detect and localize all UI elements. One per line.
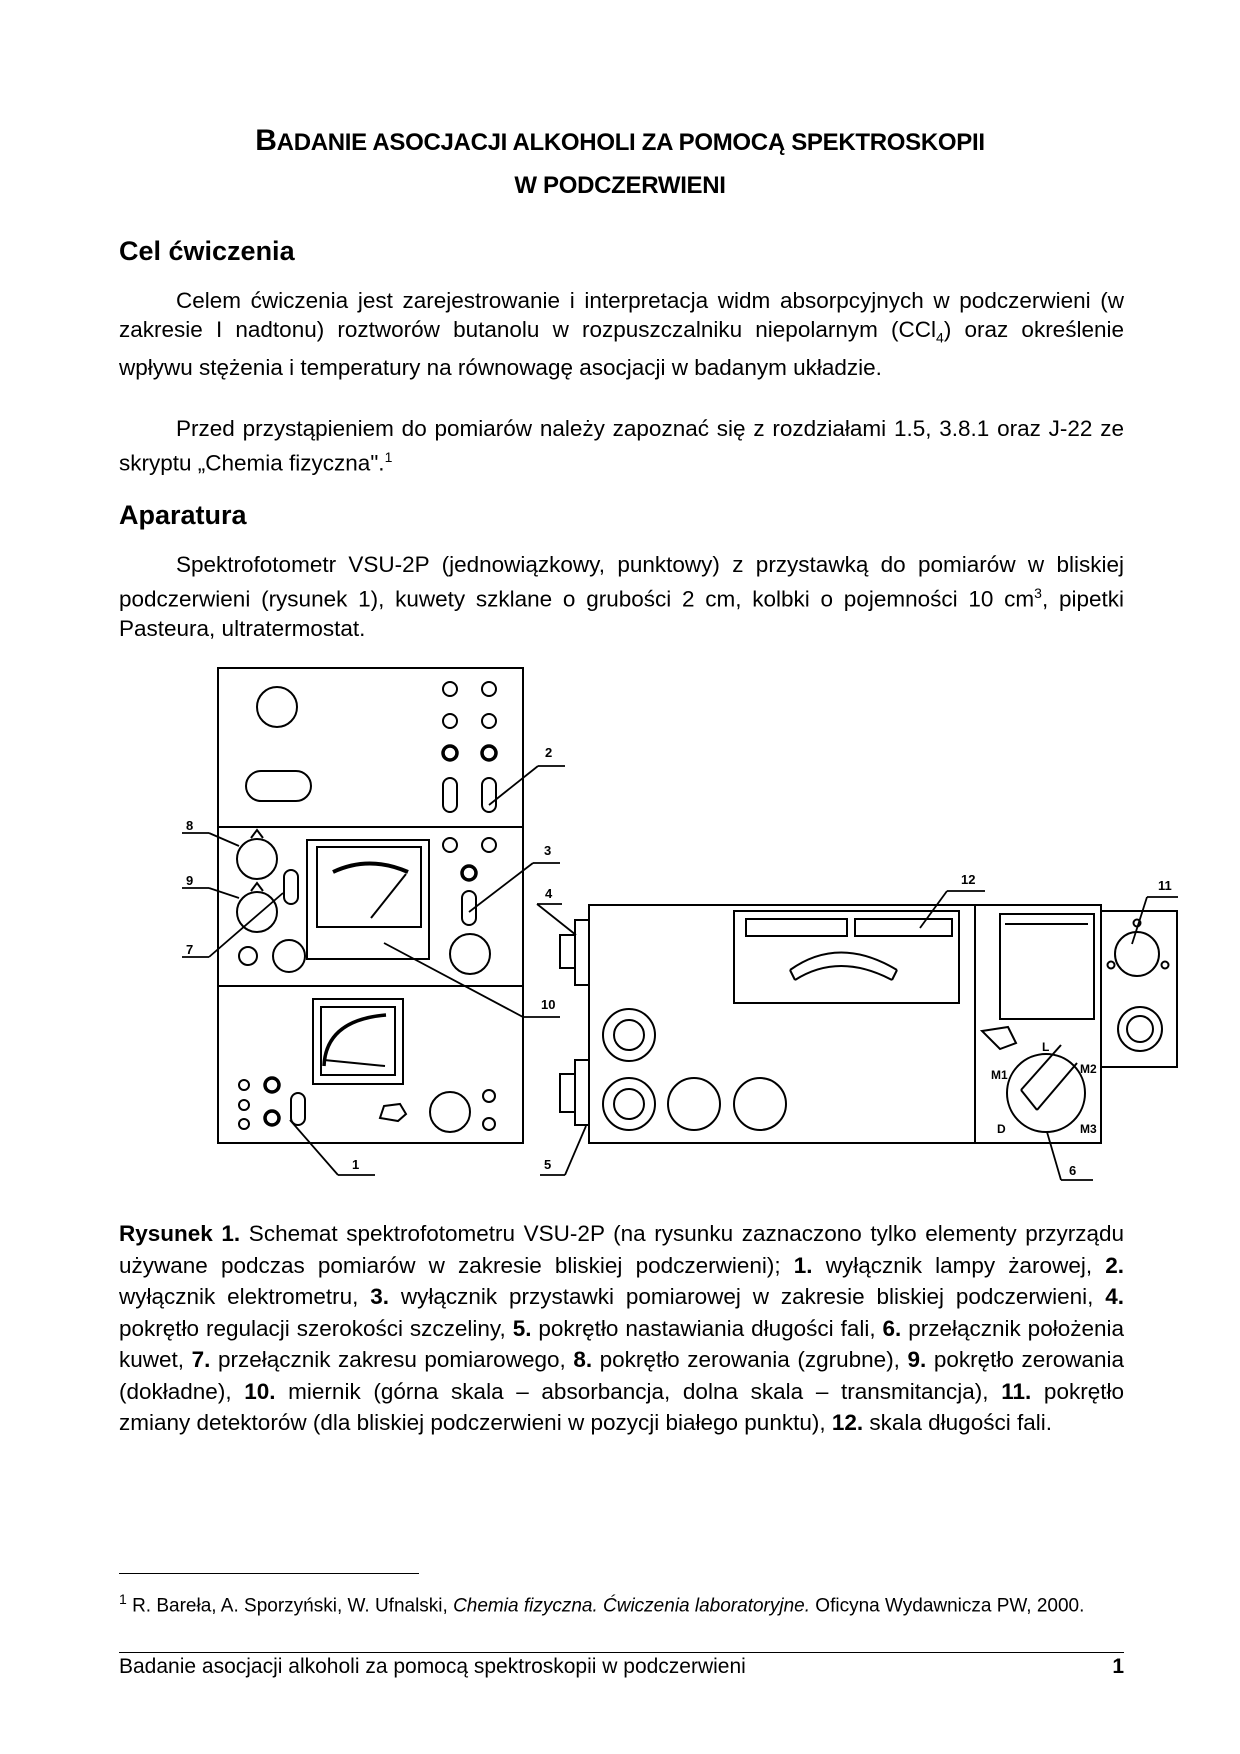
selector-label-m1: M1: [991, 1068, 1008, 1082]
cuvette-unit: [975, 905, 1101, 1143]
footnote: $^1$ R. Bareła, A. Sporzyński, W. Ufnalski, Chemia fizyczna. Ćwiczenia laboratoryjne. Oficyna Wydawnicza PW, 2000.: [119, 1591, 1085, 1617]
footnote-ref[interactable]: 1: [384, 449, 393, 465]
caption-item-number: 9.: [907, 1347, 927, 1372]
callout-2: 2: [545, 745, 553, 760]
caption-item-text: pokrętło regulacji szerokości szczeliny,: [119, 1315, 513, 1341]
caption-item-number: 6.: [882, 1315, 902, 1341]
caption-item-text: przełącznik zakresu pomiarowego,: [210, 1347, 574, 1372]
caption-item-number: 8.: [573, 1347, 593, 1372]
detector-panel: [1101, 911, 1177, 1067]
caption-item-number: 1.: [793, 1252, 813, 1278]
paragraph-przed: Przed przystąpieniem do pomiarów należy zapoznać się z rozdziałami 1.5, 3.8.1 oraz J-22 ze skryptu „Chemia fizyczna".$^1$: [119, 416, 1124, 476]
footnote-number: 1: [119, 1591, 127, 1607]
caption-item-text: wyłącznik przystawki pomiarowej w zakresie bliskiej podczerwieni,: [389, 1284, 1106, 1309]
caption-item-number: 3.: [370, 1284, 390, 1309]
callout-3: 3: [544, 843, 552, 858]
selector-label-d: D: [997, 1122, 1006, 1136]
caption-item-text: pokrętło zmiany detektorów (dla bliskiej podczerwieni w pozycji białego punktu),: [119, 1378, 1124, 1435]
caption-item-number: 11.: [1001, 1378, 1032, 1404]
footer-title: Badanie asocjacji alkoholi za pomocą spektroskopii w podczerwieni: [119, 1655, 746, 1678]
selector-label-l: L: [1042, 1040, 1050, 1054]
caption-item-number: 12.: [831, 1410, 864, 1435]
caption-item-text: przełącznik położenia kuwet,: [119, 1315, 1125, 1372]
caption-item-text: wyłącznik elektrometru,: [119, 1284, 371, 1309]
caption-item-text: pokrętło zerowania (zgrubne),: [592, 1347, 908, 1372]
callout-5: 5: [544, 1157, 552, 1172]
callout-leaders: [182, 766, 1178, 1180]
callout-4: 4: [545, 886, 553, 901]
caption-item-number: 2.: [1105, 1252, 1124, 1278]
caption-item-number: 4.: [1105, 1284, 1124, 1309]
caption-item-text: miernik (górna skala – absorbancja, dolna skala – transmitancja),: [275, 1378, 1002, 1404]
caption-intro: Schemat spektrofotometru VSU-2P (na rysunku zaznaczono tylko elementy przyrządu używane podczas pomiarów w zakresie bliskiej podczerwieni);: [119, 1221, 1125, 1278]
section-heading-aparatura: Aparatura: [119, 500, 247, 530]
caption-item-number: 7.: [191, 1347, 211, 1372]
caption-item-text: skala długości fali.: [863, 1410, 1052, 1435]
paragraph-cel: Celem ćwiczenia jest zarejestrowanie i interpretacja widm absorpcyjnych w podczerwieni (w zakresie I nadtonu) roztworów butanolu w rozpuszczalniku niepolarnym (CCl$_4$) oraz określenie wpływu stężenia i temperatury na równowagę asocjacji w badanym układzie.: [119, 288, 1124, 380]
caption-item-number: 5.: [512, 1315, 532, 1341]
callout-9: 9: [186, 873, 194, 888]
page-number: 1: [1112, 1655, 1124, 1678]
callout-8: 8: [186, 818, 194, 833]
document-title-line2: W PODCZERWIENI: [514, 172, 726, 199]
callout-7: 7: [186, 942, 194, 957]
monochromator-unit: [560, 905, 975, 1143]
caption-item-number: 10.: [244, 1378, 276, 1404]
caption-item-text: pokrętło nastawiania długości fali,: [531, 1315, 883, 1341]
callout-11: 11: [1158, 878, 1172, 893]
caption-item-text: pokrętło zerowania (dokładne),: [119, 1347, 1125, 1404]
selector-label-m2: M2: [1080, 1062, 1097, 1076]
paragraph-aparatura: Spektrofotometr VSU-2P (jednowiązkowy, punktowy) z przystawką do pomiarów w bliskiej podczerwieni (rysunek 1), kuwety szklane o grubości 2 cm, kolbki o pojemności 10 $cm^3$, pipetki Pasteura, ultratermostat.: [119, 552, 1124, 641]
footnote-divider: [119, 1573, 419, 1574]
selector-label-m3: M3: [1080, 1122, 1097, 1136]
footnote-book-title: Chemia fizyczna. Ćwiczenia laboratoryjne.: [453, 1595, 811, 1617]
title-initial: B: [255, 124, 277, 157]
title-rest: ADANIE ASOCJACJI ALKOHOLI ZA POMOCĄ SPEKTROSKOPII: [276, 129, 985, 156]
callout-12: 12: [961, 872, 976, 887]
callout-1: 1: [352, 1157, 360, 1172]
figure-caption: [119, 1218, 1124, 1439]
callout-10: 10: [541, 997, 556, 1012]
section-heading-cel: Cel ćwiczenia: [119, 236, 295, 266]
callout-6: 6: [1069, 1163, 1077, 1178]
page-footer: [119, 1652, 1124, 1679]
callout-labels: [186, 745, 1172, 1178]
caption-label: Rysunek 1.: [119, 1221, 241, 1246]
caption-item-text: wyłącznik lampy żarowej,: [812, 1252, 1106, 1278]
